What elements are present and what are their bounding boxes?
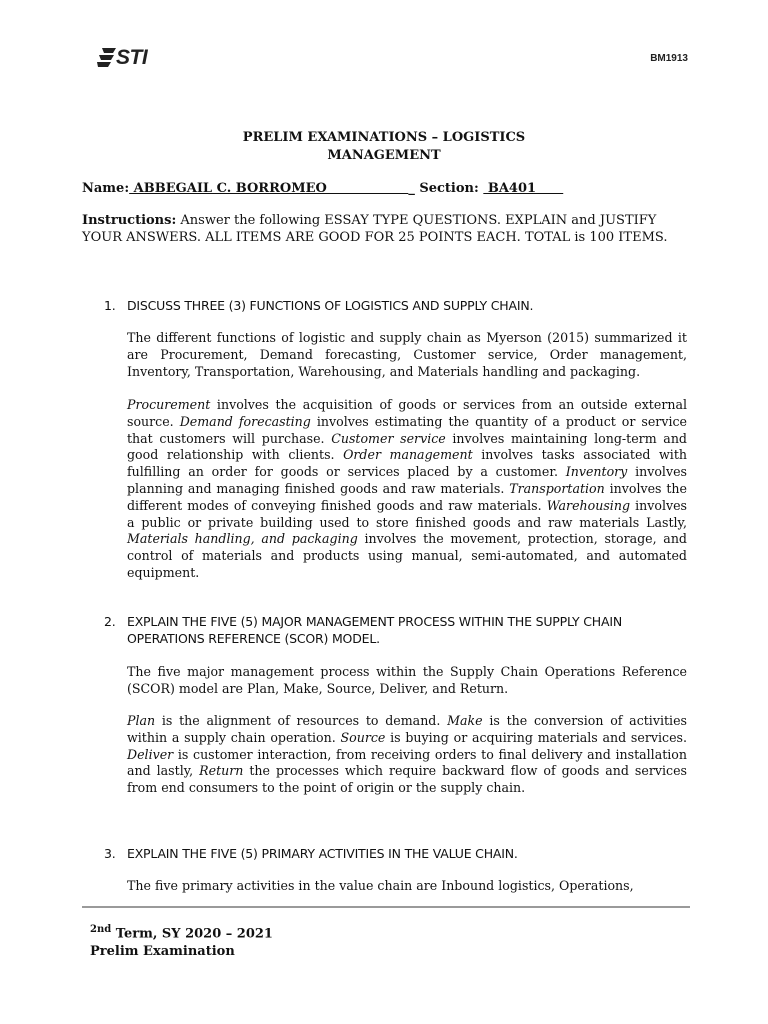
term-order-management: Order management: [343, 447, 473, 463]
instructions: [82, 212, 692, 246]
name-label: Name:: [82, 181, 130, 196]
question-text: DISCUSS THREE (3) FUNCTIONS OF LOGISTICS AND SUPPLY CHAIN.: [127, 298, 534, 313]
term-plan: Plan: [127, 713, 156, 728]
section-label: _ Section:: [408, 181, 484, 196]
sti-logo: [96, 46, 148, 70]
term-text: Term, SY 2020 – 2021: [111, 926, 273, 942]
term-return: Return: [199, 763, 244, 779]
answer-1-intro: The different functions of logistic and supply chain as Myerson (2015) summarized it are Procurement, Demand forecasting, Customer service, Order management, Inventory, Transportation, Warehousing, and Materials handling and packaging.: [127, 330, 687, 379]
instructions-label: Instructions:: [82, 213, 177, 228]
student-info-line: [82, 181, 563, 196]
answer-2-intro: The five major management process within the Supply Chain Operations Reference (SCOR) model are Plan, Make, Source, Deliver, and Return.: [127, 664, 687, 696]
section-value: BA401: [483, 181, 564, 196]
footer-divider: [82, 906, 690, 908]
answer-text: is the conversion of activities within a supply chain operation.: [127, 713, 687, 745]
answer-text: involves the different modes of conveying finished goods and raw materials.: [127, 480, 687, 513]
answer-text: the processes which require backward flow of goods and services from end consumers to the point of origin or the supply chain.: [127, 763, 687, 796]
question-number: 2.: [104, 614, 116, 629]
answer-text: involves planning and managing finished goods and raw materials.: [127, 464, 687, 496]
answer-text: involves tasks associated with fulfilling an order for goods or services placed by a customer.: [127, 447, 687, 480]
term-make: Make: [447, 713, 483, 728]
term-procurement: Procurement: [127, 397, 211, 412]
term-source: Source: [340, 729, 386, 745]
student-name: ABBEGAIL C. BORROMEO: [129, 181, 409, 196]
term-ordinal: 2nd: [90, 924, 112, 935]
answer-text: involves a public or private building used to store finished goods and raw materials Lastly,: [127, 497, 687, 530]
answer-2-body: [127, 713, 687, 797]
term-transportation: Transportation: [509, 480, 605, 496]
answer-text: is the alignment of resources to demand.: [155, 713, 448, 728]
document-code: BM1913: [650, 53, 688, 64]
footer-exam-label: Prelim Examination: [90, 944, 235, 959]
answer-text: involves maintaining long-term and good relationship with clients.: [127, 430, 687, 463]
footer-term: [90, 924, 273, 941]
answer-text: is buying or acquiring materials and services.: [385, 729, 687, 745]
answer-1-body: [127, 397, 687, 582]
question-text: EXPLAIN THE FIVE (5) PRIMARY ACTIVITIES IN THE VALUE CHAIN.: [127, 846, 518, 861]
answer-text: involves the acquisition of goods or services from an outside external source.: [127, 397, 687, 429]
term-inventory: Inventory: [565, 464, 628, 480]
term-customer-service: Customer service: [331, 430, 446, 446]
question-text: EXPLAIN THE FIVE (5) MAJOR MANAGEMENT PROCESS WITHIN THE SUPPLY CHAIN OPERATIONS REFERENCE (SCOR) MODEL.: [127, 614, 622, 646]
exam-title-line2: MANAGEMENT: [327, 148, 441, 163]
term-materials-handling: Materials handling, and packaging: [127, 531, 358, 547]
instructions-text: Answer the following ESSAY TYPE QUESTIONS. EXPLAIN and JUSTIFY YOUR ANSWERS. ALL ITEMS ARE GOOD FOR 25 POINTS EACH. TOTAL is 100 ITEMS.: [82, 213, 668, 245]
question-number: 3.: [104, 846, 116, 861]
sti-logo-icon: [96, 46, 118, 70]
term-warehousing: Warehousing: [546, 497, 631, 513]
question-number: 1.: [104, 298, 116, 313]
answer-3-intro: The five primary activities in the value chain are Inbound logistics, Operations,: [127, 878, 634, 893]
exam-title-line1: PRELIM EXAMINATIONS – LOGISTICS: [242, 130, 526, 145]
answer-text: involves the movement, protection, storage, and control of materials and products using manual, semi-automated, and automated equipment.: [127, 531, 687, 580]
term-demand-forecasting: Demand forecasting: [179, 413, 311, 429]
answer-text: is customer interaction, from receiving orders to final delivery and installation and lastly,: [127, 746, 687, 779]
answer-text: involves estimating the quantity of a product or service that customers will purchase.: [127, 413, 687, 446]
logo-text: STI: [116, 46, 148, 69]
term-deliver: Deliver: [127, 746, 174, 762]
